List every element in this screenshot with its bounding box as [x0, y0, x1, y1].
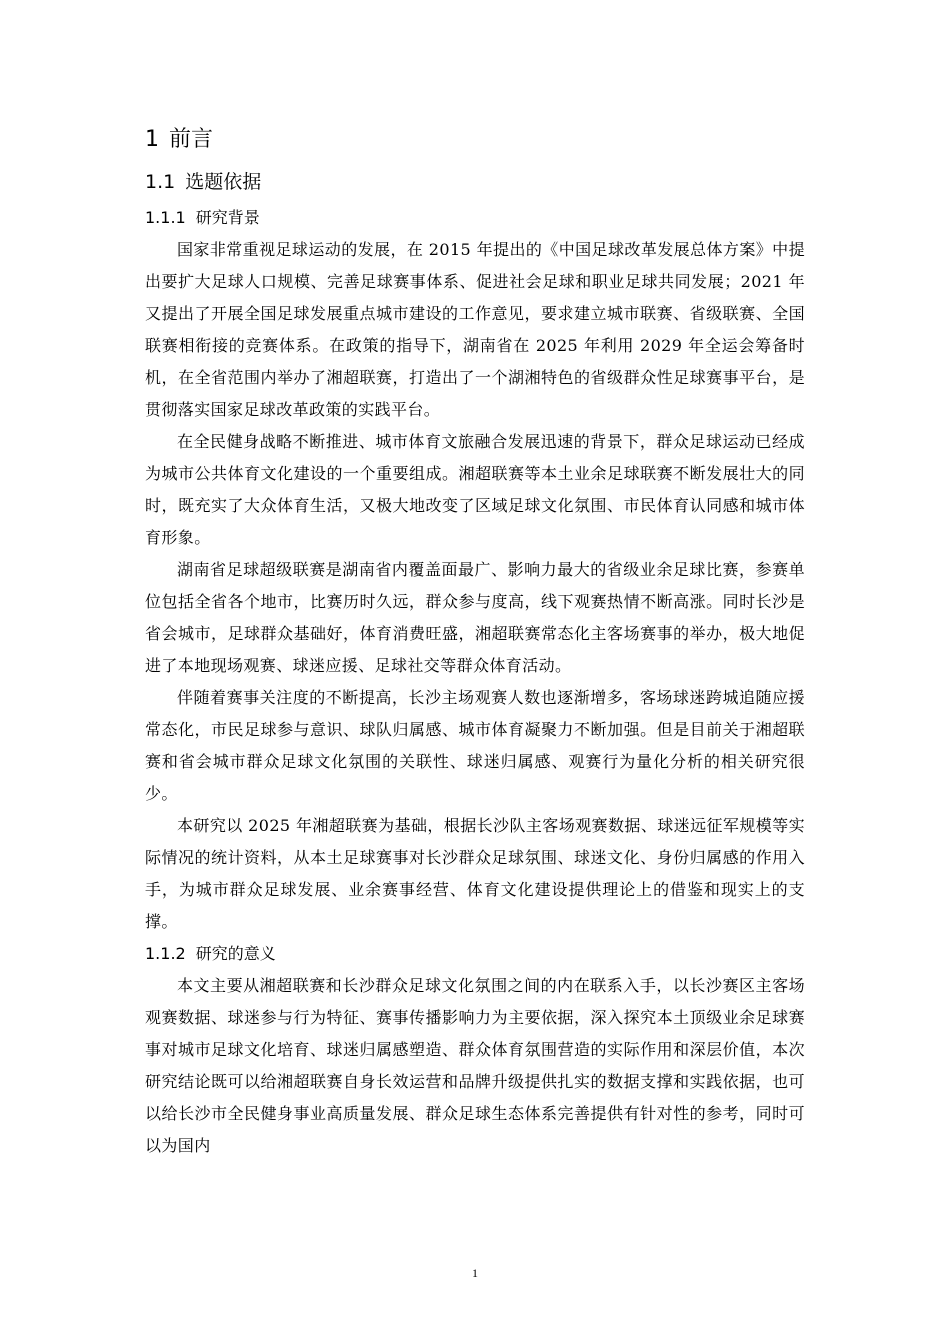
section-heading — [145, 162, 805, 202]
body-paragraph: 在全民健身战略不断推进、城市体育文旅融合发展迅速的背景下，群众足球运动已经成为城市公共体育文化建设的一个重要组成。湘超联赛等本土业余足球联赛不断发展壮大的同时，既充实了大众体育生活，又极大地改变了区域足球文化氛围、市民体育认同感和城市体育形象。 — [145, 432, 805, 547]
body-paragraph: 本研究以 2025 年湘超联赛为基础，根据长沙队主客场观赛数据、球迷远征军规模等实际情况的统计资料，从本土足球赛事对长沙群众足球氛围、球迷文化、身份归属感的作用入手，为城市群众足球发展、业余赛事经营、体育文化建设提供理论上的借鉴和现实上的支撑。 — [145, 816, 805, 931]
subsection-number: 1.1.2 — [145, 944, 186, 963]
subsection-number: 1.1.1 — [145, 208, 186, 227]
chapter-title: 前言 — [169, 127, 214, 152]
body-paragraph: 本文主要从湘超联赛和长沙群众足球文化氛围之间的内在联系入手，以长沙赛区主客场观赛数据、球迷参与行为特征、赛事传播影响力为主要依据，深入探究本土顶级业余足球赛事对城市足球文化培育、球迷归属感塑造、群众体育氛围营造的实际作用和深层价值，本次研究结论既可以给湘超联赛自身长效运营和品牌升级提供扎实的数据支撑和实践依据，也可以给长沙市全民健身事业高质量发展、群众足球生态体系完善提供有针对性的参考，同时可以为国内 — [145, 976, 805, 1155]
subsection-title: 研究背景 — [195, 208, 260, 227]
body-paragraph: 国家非常重视足球运动的发展，在 2015 年提出的《中国足球改革发展总体方案》中提出要扩大足球人口规模、完善足球赛事体系、促进社会足球和职业足球共同发展；2021 年又提出了开展全国足球发展重点城市建设的工作意见，要求建立城市联赛、省级联赛、全国联赛相衔接的竞赛体系。在政策的指导下，湖南省在 2025 年利用 2029 年全运会筹备时机，在全省范围内举办了湘超联赛，打造出了一个湖湘特色的省级群众性足球赛事平台，是贯彻落实国家足球改革政策的实践平台。 — [145, 240, 805, 419]
body-paragraph: 伴随着赛事关注度的不断提高，长沙主场观赛人数也逐渐增多，客场球迷跨城追随应援常态化，市民足球参与意识、球队归属感、城市体育凝聚力不断加强。但是目前关于湘超联赛和省会城市群众足球文化氛围的关联性、球迷归属感、观赛行为量化分析的相关研究很少。 — [145, 688, 805, 803]
section-title: 选题依据 — [185, 171, 262, 193]
section-number: 1.1 — [145, 171, 176, 193]
subsection-heading-significance — [145, 938, 805, 970]
chapter-number: 1 — [145, 127, 159, 152]
body-paragraph: 湖南省足球超级联赛是湖南省内覆盖面最广、影响力最大的省级业余足球比赛，参赛单位包括全省各个地市，比赛历时久远，群众参与度高，线下观赛热情不断高涨。同时长沙是省会城市，足球群众基础好，体育消费旺盛，湘超联赛常态化主客场赛事的举办，极大地促进了本地现场观赛、球迷应援、足球社交等群众体育活动。 — [145, 560, 805, 675]
subsection-title: 研究的意义 — [195, 944, 276, 963]
chapter-heading — [145, 118, 805, 162]
page-number: 1 — [472, 1266, 478, 1280]
page-content — [145, 118, 805, 1162]
subsection-heading-background — [145, 202, 805, 234]
